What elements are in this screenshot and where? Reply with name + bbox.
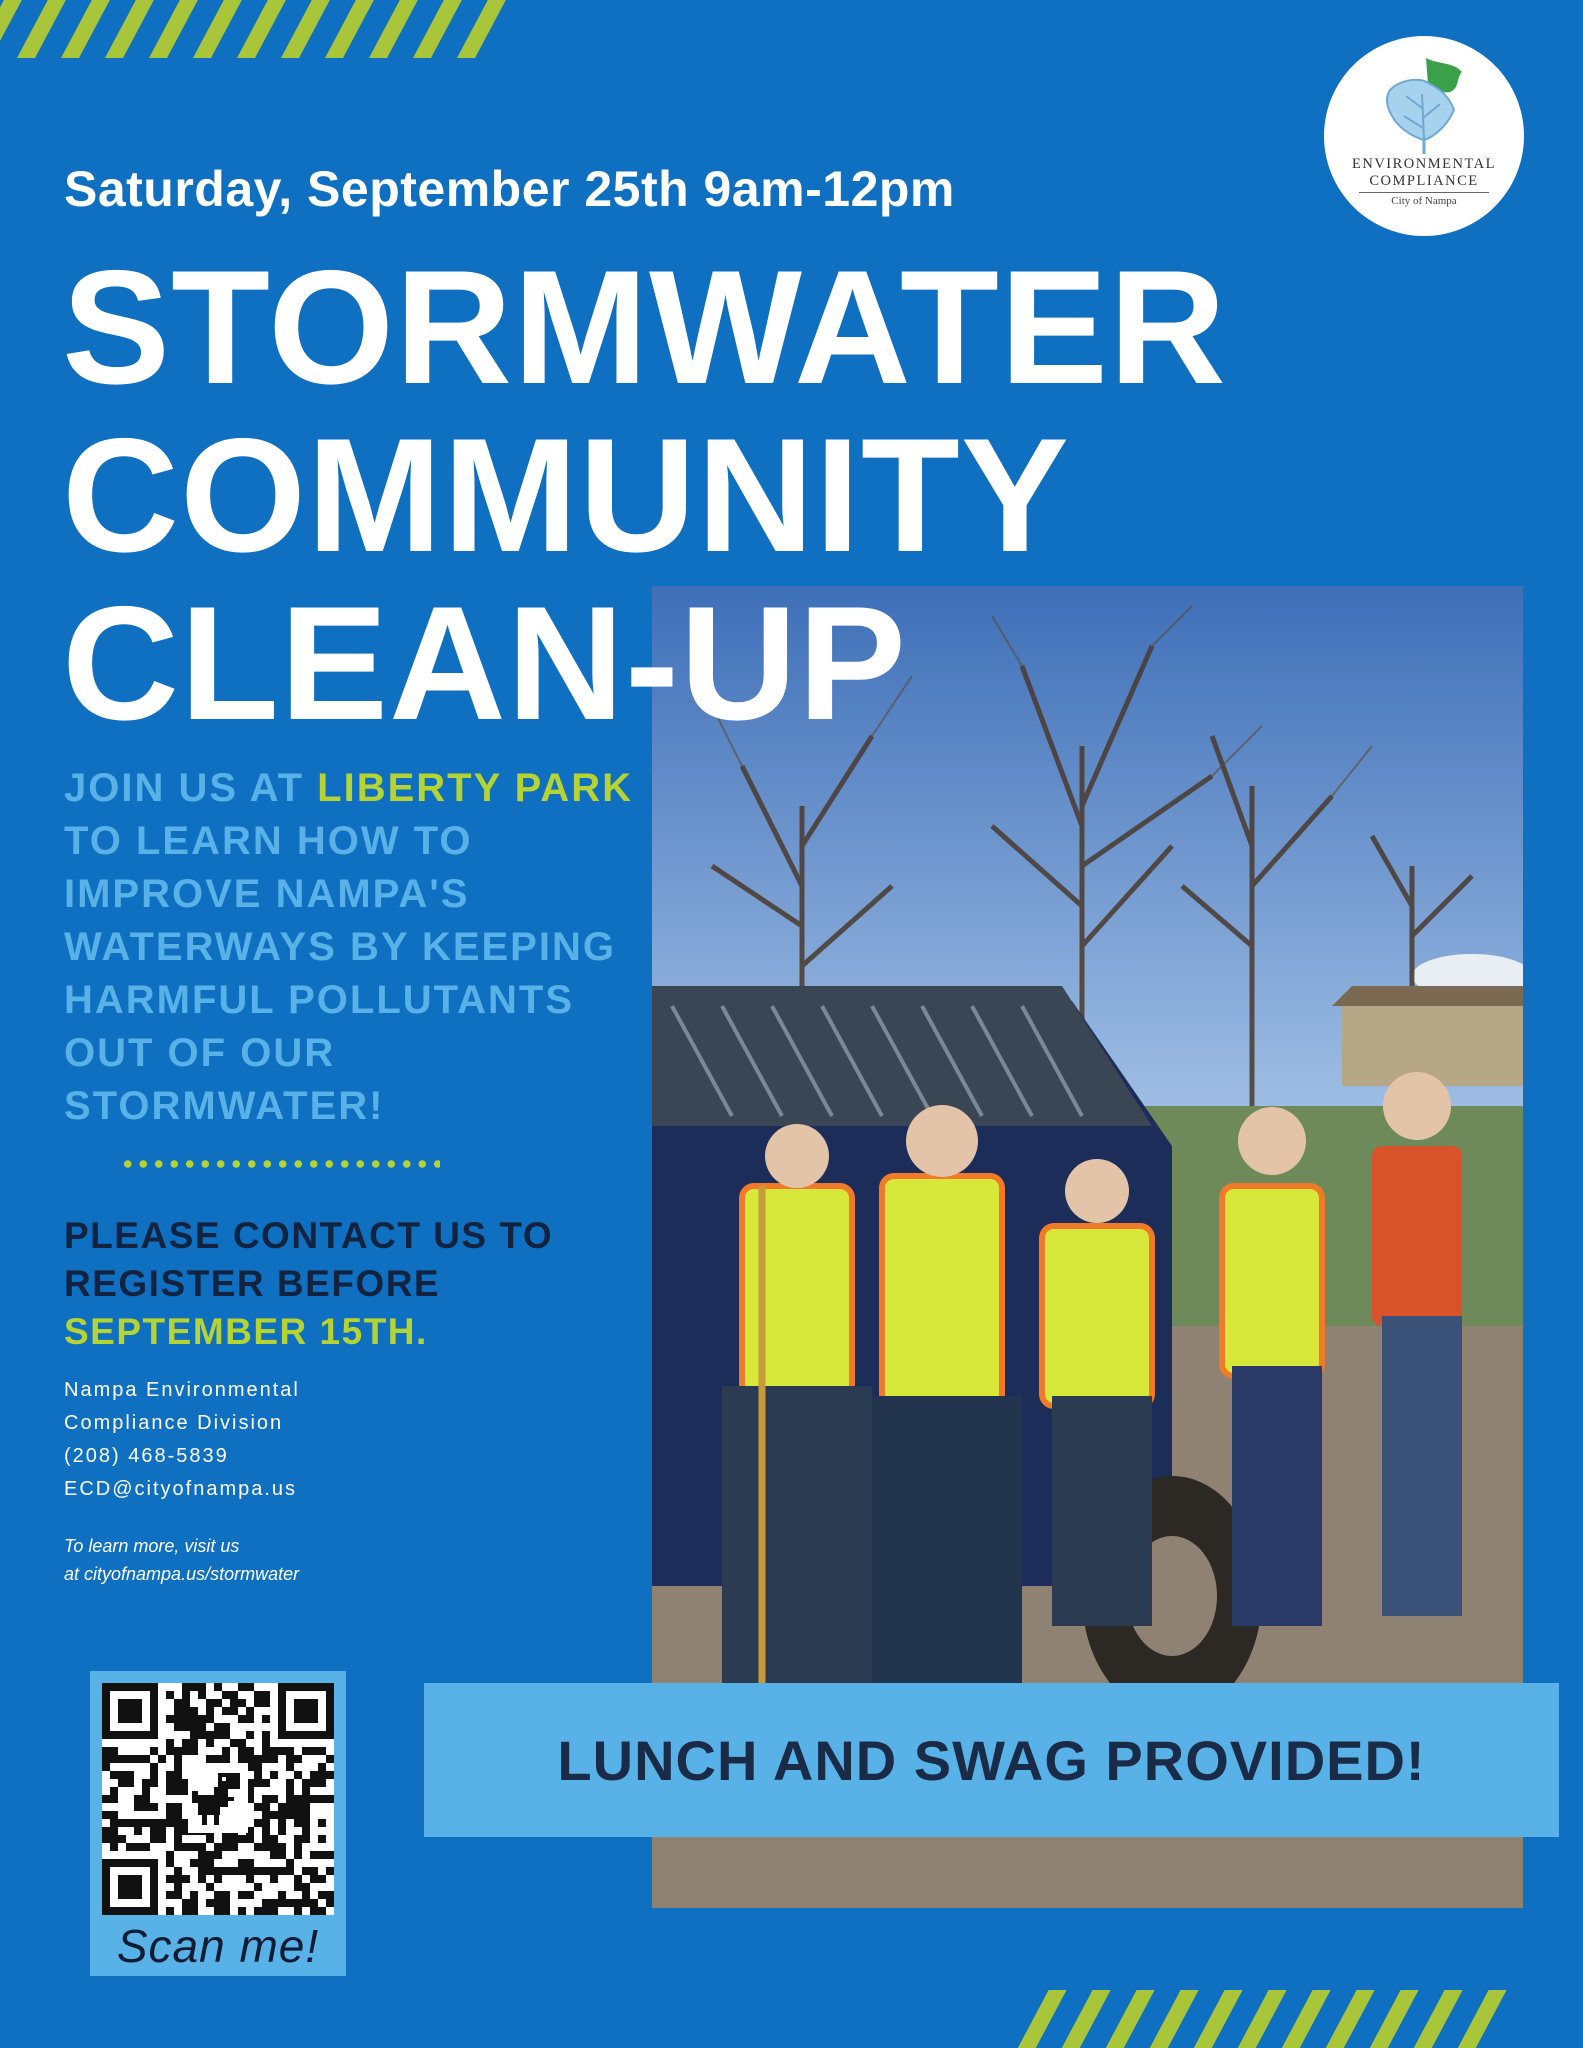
leaf-icon <box>1376 54 1472 154</box>
org-name-line-1: Nampa Environmental <box>64 1379 300 1401</box>
lunch-swag-banner <box>424 1683 1559 1837</box>
event-title <box>62 237 1227 754</box>
bottom-stripes-decoration <box>1030 1990 1488 2048</box>
environmental-compliance-logo <box>1324 36 1524 236</box>
title-line-2: COMMUNITY <box>62 405 1070 586</box>
learn-more-line-1: To learn more, visit us <box>64 1536 240 1556</box>
contact-email: ECD@cityofnampa.us <box>64 1478 298 1500</box>
logo-text-environmental: ENVIRONMENTAL <box>1352 156 1496 172</box>
logo-text-city: City of Nampa <box>1391 195 1457 207</box>
intro-text-part-2: TO LEARN HOW TO IMPROVE NAMPA'S WATERWAYS BY KEEPING HARMFUL POLLUTANTS OUT OF OUR STORMWATER! <box>64 819 616 1128</box>
learn-more-link: at cityofnampa.us/stormwater <box>64 1564 300 1584</box>
event-date-time: Saturday, September 25th 9am-12pm <box>64 161 955 217</box>
logo-text-compliance: COMPLIANCE <box>1359 173 1489 193</box>
top-stripes-decoration <box>0 0 492 58</box>
qr-code[interactable] <box>102 1683 334 1915</box>
title-line-1: STORMWATER <box>62 237 1227 418</box>
contact-details <box>64 1374 300 1506</box>
event-description <box>64 762 634 1133</box>
register-call-to-action <box>64 1212 624 1356</box>
org-name-line-2: Compliance Division <box>64 1412 284 1434</box>
dinosaur-icon <box>188 1763 248 1833</box>
register-deadline: SEPTEMBER 15TH. <box>64 1311 428 1352</box>
contact-phone: (208) 468-5839 <box>64 1445 229 1467</box>
title-line-3: CLEAN-UP <box>62 573 907 754</box>
event-location: LIBERTY PARK <box>317 766 634 810</box>
banner-text: LUNCH AND SWAG PROVIDED! <box>557 1728 1426 1792</box>
qr-label: Scan me! <box>116 1920 320 1972</box>
learn-more-note <box>64 1532 299 1588</box>
register-text: PLEASE CONTACT US TO REGISTER BEFORE <box>64 1215 554 1304</box>
dotted-divider <box>120 1158 440 1170</box>
intro-text-part-1: JOIN US AT <box>64 766 318 810</box>
qr-code-box <box>90 1671 346 1976</box>
